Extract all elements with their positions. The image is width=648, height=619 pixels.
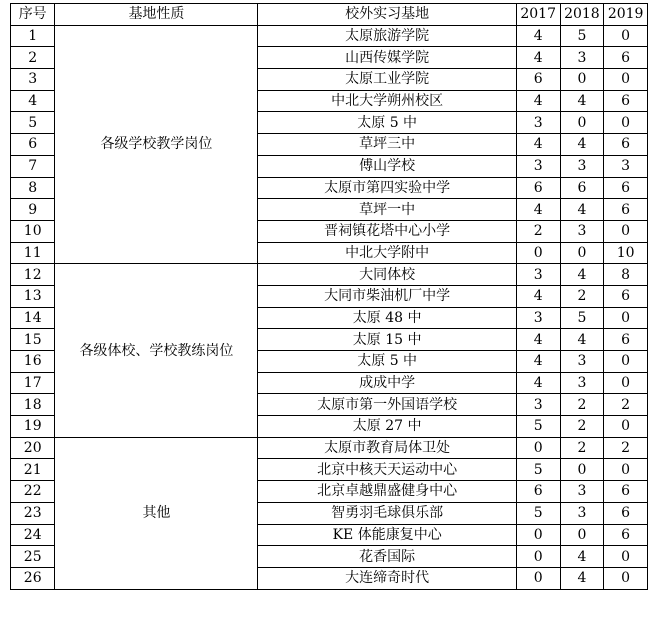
count-2019: 0 [604, 351, 648, 373]
internship-base-table [10, 3, 648, 590]
count-2017: 3 [516, 112, 560, 134]
count-2017: 4 [516, 90, 560, 112]
base-name: 太原 5 中 [258, 112, 516, 134]
count-2017: 2 [516, 220, 560, 242]
count-2017: 0 [516, 546, 560, 568]
row-index: 20 [11, 437, 55, 459]
count-2019: 3 [604, 155, 648, 177]
base-name: 太原 15 中 [258, 329, 516, 351]
count-2017: 6 [516, 69, 560, 91]
count-2018: 3 [560, 502, 604, 524]
count-2019: 0 [604, 69, 648, 91]
count-2018: 3 [560, 47, 604, 69]
count-2019: 6 [604, 524, 648, 546]
count-2019: 6 [604, 90, 648, 112]
count-2018: 0 [560, 524, 604, 546]
count-2019: 2 [604, 437, 648, 459]
count-2017: 6 [516, 177, 560, 199]
count-2018: 2 [560, 394, 604, 416]
count-2018: 2 [560, 285, 604, 307]
count-2017: 5 [516, 416, 560, 438]
base-name: 大连缔奇时代 [258, 567, 516, 589]
count-2019: 6 [604, 502, 648, 524]
base-name: 傅山学校 [258, 155, 516, 177]
row-index: 11 [11, 242, 55, 264]
table-row [11, 437, 648, 459]
count-2019: 6 [604, 329, 648, 351]
count-2019: 2 [604, 394, 648, 416]
count-2017: 5 [516, 459, 560, 481]
row-index: 23 [11, 502, 55, 524]
base-name: 晋祠镇花塔中心小学 [258, 220, 516, 242]
base-name: 中北大学朔州校区 [258, 90, 516, 112]
base-name: 智勇羽毛球俱乐部 [258, 502, 516, 524]
count-2017: 4 [516, 372, 560, 394]
base-name: 太原工业学院 [258, 69, 516, 91]
count-2018: 0 [560, 112, 604, 134]
row-index: 3 [11, 69, 55, 91]
count-2019: 0 [604, 372, 648, 394]
count-2017: 0 [516, 242, 560, 264]
count-2019: 6 [604, 177, 648, 199]
count-2018: 5 [560, 25, 604, 47]
count-2018: 4 [560, 567, 604, 589]
row-index: 1 [11, 25, 55, 47]
header-base-type: 基地性质 [55, 4, 258, 26]
row-index: 7 [11, 155, 55, 177]
row-index: 13 [11, 285, 55, 307]
base-name: 北京中核天天运动中心 [258, 459, 516, 481]
count-2017: 4 [516, 285, 560, 307]
count-2017: 4 [516, 25, 560, 47]
count-2019: 0 [604, 307, 648, 329]
row-index: 8 [11, 177, 55, 199]
header-year-2019: 2019 [604, 4, 648, 26]
base-name: 成成中学 [258, 372, 516, 394]
base-name: 太原市第四实验中学 [258, 177, 516, 199]
count-2018: 0 [560, 69, 604, 91]
count-2017: 0 [516, 567, 560, 589]
count-2018: 3 [560, 481, 604, 503]
count-2018: 0 [560, 459, 604, 481]
header-base-name: 校外实习基地 [258, 4, 516, 26]
base-name: 太原 27 中 [258, 416, 516, 438]
table-body [11, 25, 648, 589]
count-2019: 0 [604, 546, 648, 568]
count-2017: 4 [516, 199, 560, 221]
count-2019: 6 [604, 134, 648, 156]
row-index: 21 [11, 459, 55, 481]
count-2019: 10 [604, 242, 648, 264]
header-index: 序号 [11, 4, 55, 26]
table-row [11, 25, 648, 47]
count-2017: 4 [516, 351, 560, 373]
count-2019: 0 [604, 220, 648, 242]
base-type-cell: 各级学校教学岗位 [55, 25, 258, 264]
count-2017: 0 [516, 437, 560, 459]
count-2019: 0 [604, 459, 648, 481]
base-type-cell: 各级体校、学校教练岗位 [55, 264, 258, 438]
count-2018: 0 [560, 242, 604, 264]
header-row [11, 4, 648, 26]
base-name: 太原市第一外国语学校 [258, 394, 516, 416]
row-index: 6 [11, 134, 55, 156]
row-index: 2 [11, 47, 55, 69]
header-year-2018: 2018 [560, 4, 604, 26]
header-year-2017: 2017 [516, 4, 560, 26]
row-index: 18 [11, 394, 55, 416]
row-index: 15 [11, 329, 55, 351]
count-2017: 4 [516, 47, 560, 69]
row-index: 4 [11, 90, 55, 112]
count-2019: 6 [604, 481, 648, 503]
count-2019: 0 [604, 567, 648, 589]
count-2018: 3 [560, 155, 604, 177]
count-2019: 0 [604, 25, 648, 47]
row-index: 10 [11, 220, 55, 242]
count-2018: 4 [560, 264, 604, 286]
row-index: 19 [11, 416, 55, 438]
base-name: 大同市柴油机厂中学 [258, 285, 516, 307]
base-name: 花香国际 [258, 546, 516, 568]
base-name: 太原市教育局体卫处 [258, 437, 516, 459]
count-2017: 5 [516, 502, 560, 524]
base-name: 草坪一中 [258, 199, 516, 221]
count-2018: 6 [560, 177, 604, 199]
count-2017: 6 [516, 481, 560, 503]
count-2017: 3 [516, 264, 560, 286]
base-name: 太原 48 中 [258, 307, 516, 329]
count-2017: 4 [516, 329, 560, 351]
count-2018: 4 [560, 199, 604, 221]
base-name: 太原旅游学院 [258, 25, 516, 47]
base-name: 北京卓越鼎盛健身中心 [258, 481, 516, 503]
base-name: KE 体能康复中心 [258, 524, 516, 546]
row-index: 12 [11, 264, 55, 286]
count-2018: 4 [560, 134, 604, 156]
row-index: 22 [11, 481, 55, 503]
base-name: 草坪三中 [258, 134, 516, 156]
row-index: 26 [11, 567, 55, 589]
count-2018: 2 [560, 416, 604, 438]
count-2019: 6 [604, 47, 648, 69]
base-name: 山西传媒学院 [258, 47, 516, 69]
row-index: 24 [11, 524, 55, 546]
base-name: 大同体校 [258, 264, 516, 286]
count-2019: 0 [604, 416, 648, 438]
count-2019: 6 [604, 285, 648, 307]
row-index: 5 [11, 112, 55, 134]
count-2019: 0 [604, 112, 648, 134]
count-2018: 3 [560, 351, 604, 373]
count-2017: 3 [516, 155, 560, 177]
count-2017: 0 [516, 524, 560, 546]
count-2017: 4 [516, 134, 560, 156]
count-2019: 6 [604, 199, 648, 221]
count-2018: 2 [560, 437, 604, 459]
row-index: 14 [11, 307, 55, 329]
row-index: 16 [11, 351, 55, 373]
row-index: 17 [11, 372, 55, 394]
count-2018: 4 [560, 329, 604, 351]
count-2018: 4 [560, 90, 604, 112]
row-index: 9 [11, 199, 55, 221]
count-2017: 3 [516, 394, 560, 416]
count-2019: 8 [604, 264, 648, 286]
base-name: 中北大学附中 [258, 242, 516, 264]
table-row [11, 264, 648, 286]
count-2018: 3 [560, 220, 604, 242]
count-2017: 3 [516, 307, 560, 329]
base-name: 太原 5 中 [258, 351, 516, 373]
count-2018: 5 [560, 307, 604, 329]
count-2018: 4 [560, 546, 604, 568]
row-index: 25 [11, 546, 55, 568]
base-type-cell: 其他 [55, 437, 258, 589]
count-2018: 3 [560, 372, 604, 394]
